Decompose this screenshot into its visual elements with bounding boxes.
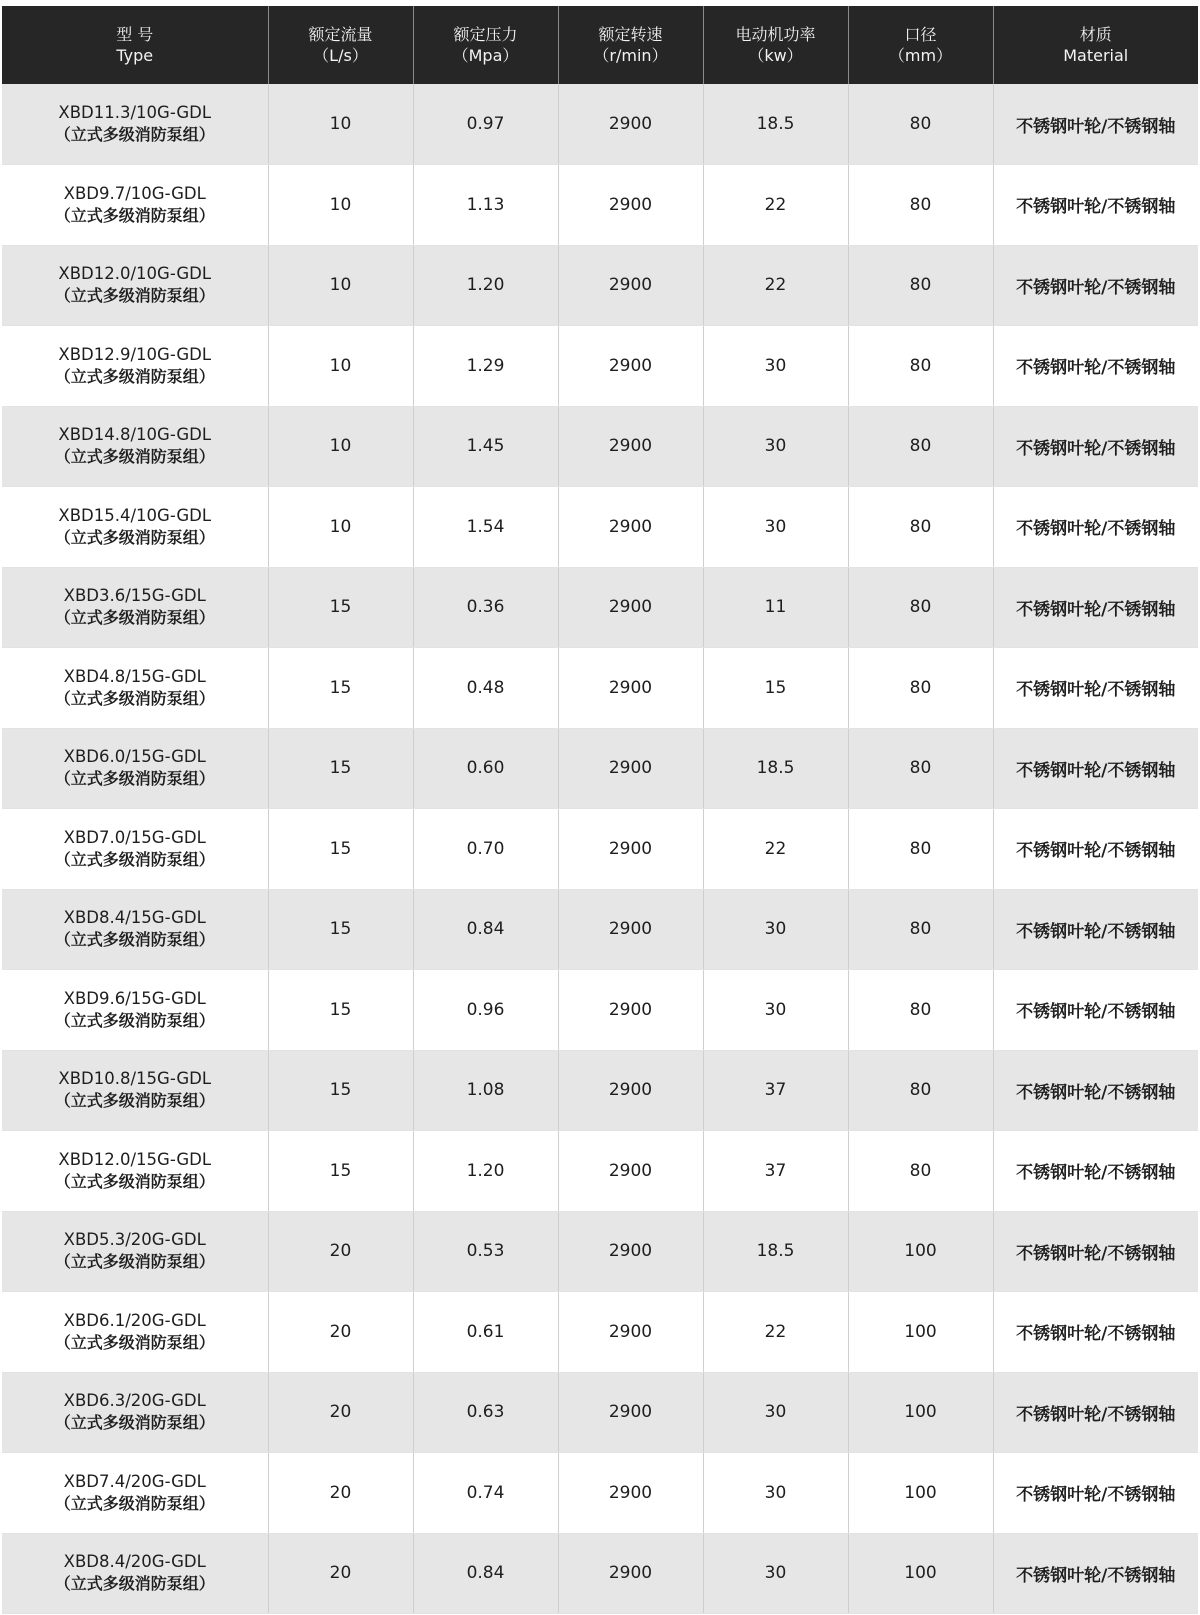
cell-power: 18.5 <box>703 84 848 165</box>
model-description: （立式多级消防泵组） <box>54 1252 215 1272</box>
model-description: （立式多级消防泵组） <box>54 1332 215 1352</box>
model-code: XBD9.7/10G-GDL <box>63 183 206 203</box>
model-code: XBD15.4/10G-GDL <box>58 505 212 525</box>
model-code: XBD3.6/15G-GDL <box>63 586 206 606</box>
model-description: （立式多级消防泵组） <box>54 930 215 950</box>
cell-material: 不锈钢叶轮/不锈钢轴 <box>993 487 1198 568</box>
cell-bore: 80 <box>848 245 993 326</box>
model-code: XBD12.0/15G-GDL <box>58 1149 212 1169</box>
model-description: （立式多级消防泵组） <box>54 447 215 467</box>
cell-type <box>2 728 268 809</box>
table-row <box>2 809 1198 890</box>
cell-power: 30 <box>703 970 848 1051</box>
cell-flow: 20 <box>268 1533 413 1614</box>
model-code: XBD10.8/15G-GDL <box>58 1069 212 1089</box>
model-description: （立式多级消防泵组） <box>54 1010 215 1030</box>
cell-bore: 80 <box>848 970 993 1051</box>
header-type <box>2 6 268 84</box>
cell-pressure: 0.84 <box>413 889 558 970</box>
cell-type <box>2 648 268 729</box>
table-row <box>2 1533 1198 1614</box>
cell-speed: 2900 <box>558 1453 703 1534</box>
header-pressure <box>413 6 558 84</box>
cell-flow: 15 <box>268 1131 413 1212</box>
cell-type <box>2 809 268 890</box>
cell-speed: 2900 <box>558 1533 703 1614</box>
table-row <box>2 1211 1198 1292</box>
cell-flow: 15 <box>268 648 413 729</box>
cell-type <box>2 84 268 165</box>
cell-type <box>2 567 268 648</box>
cell-power: 15 <box>703 648 848 729</box>
cell-power: 18.5 <box>703 728 848 809</box>
cell-bore: 80 <box>848 326 993 407</box>
model-description: （立式多级消防泵组） <box>54 608 215 628</box>
spec-sheet <box>2 6 1198 1610</box>
cell-power: 18.5 <box>703 1211 848 1292</box>
cell-power: 30 <box>703 487 848 568</box>
cell-pressure: 1.29 <box>413 326 558 407</box>
model-code: XBD12.0/10G-GDL <box>58 264 212 284</box>
cell-power: 22 <box>703 165 848 246</box>
header-type-cn: 型 号 <box>116 25 154 44</box>
cell-material: 不锈钢叶轮/不锈钢轴 <box>993 970 1198 1051</box>
cell-type <box>2 245 268 326</box>
cell-material: 不锈钢叶轮/不锈钢轴 <box>993 728 1198 809</box>
model-description: （立式多级消防泵组） <box>54 688 215 708</box>
model-code: XBD9.6/15G-GDL <box>63 988 206 1008</box>
cell-power: 30 <box>703 1533 848 1614</box>
model-description: （立式多级消防泵组） <box>54 1091 215 1111</box>
table-row <box>2 970 1198 1051</box>
cell-pressure: 1.20 <box>413 245 558 326</box>
table-row <box>2 567 1198 648</box>
cell-pressure: 0.48 <box>413 648 558 729</box>
cell-type <box>2 970 268 1051</box>
model-description: （立式多级消防泵组） <box>54 1574 215 1594</box>
header-flow <box>268 6 413 84</box>
cell-type <box>2 1453 268 1534</box>
table-row <box>2 889 1198 970</box>
cell-speed: 2900 <box>558 1292 703 1373</box>
cell-material: 不锈钢叶轮/不锈钢轴 <box>993 1453 1198 1534</box>
table-row <box>2 1050 1198 1131</box>
cell-material: 不锈钢叶轮/不锈钢轴 <box>993 889 1198 970</box>
model-code: XBD4.8/15G-GDL <box>63 666 206 686</box>
cell-material: 不锈钢叶轮/不锈钢轴 <box>993 1211 1198 1292</box>
model-code: XBD5.3/20G-GDL <box>63 1230 206 1250</box>
cell-type <box>2 1292 268 1373</box>
header-material-cn: 材质 <box>1079 25 1112 44</box>
header-power-cn: 电动机功率 <box>735 25 816 44</box>
cell-pressure: 0.53 <box>413 1211 558 1292</box>
cell-bore: 80 <box>848 406 993 487</box>
cell-flow: 20 <box>268 1453 413 1534</box>
cell-material: 不锈钢叶轮/不锈钢轴 <box>993 1050 1198 1131</box>
cell-material: 不锈钢叶轮/不锈钢轴 <box>993 648 1198 729</box>
cell-flow: 15 <box>268 728 413 809</box>
cell-bore: 80 <box>848 728 993 809</box>
cell-material: 不锈钢叶轮/不锈钢轴 <box>993 1292 1198 1373</box>
cell-bore: 80 <box>848 648 993 729</box>
cell-pressure: 0.84 <box>413 1533 558 1614</box>
cell-pressure: 1.20 <box>413 1131 558 1212</box>
header-material-sub: Material <box>1063 46 1129 65</box>
table-row <box>2 648 1198 729</box>
cell-power: 37 <box>703 1131 848 1212</box>
cell-speed: 2900 <box>558 728 703 809</box>
header-speed-cn: 额定转速 <box>598 25 663 44</box>
cell-type <box>2 1533 268 1614</box>
cell-flow: 10 <box>268 487 413 568</box>
model-code: XBD11.3/10G-GDL <box>58 103 212 122</box>
cell-flow: 15 <box>268 889 413 970</box>
model-code: XBD8.4/20G-GDL <box>63 1552 206 1572</box>
cell-flow: 10 <box>268 326 413 407</box>
cell-speed: 2900 <box>558 1131 703 1212</box>
cell-type <box>2 326 268 407</box>
header-speed-sub: （r/min） <box>593 46 668 65</box>
model-code: XBD8.4/15G-GDL <box>63 908 206 928</box>
header-bore <box>848 6 993 84</box>
cell-bore: 100 <box>848 1292 993 1373</box>
table-row <box>2 1372 1198 1453</box>
cell-speed: 2900 <box>558 648 703 729</box>
cell-type <box>2 406 268 487</box>
table-row <box>2 84 1198 165</box>
cell-material: 不锈钢叶轮/不锈钢轴 <box>993 809 1198 890</box>
cell-pressure: 0.97 <box>413 84 558 165</box>
model-description: （立式多级消防泵组） <box>54 1493 215 1513</box>
cell-bore: 80 <box>848 487 993 568</box>
cell-pressure: 0.63 <box>413 1372 558 1453</box>
cell-flow: 15 <box>268 970 413 1051</box>
model-code: XBD12.9/10G-GDL <box>58 344 212 364</box>
cell-speed: 2900 <box>558 567 703 648</box>
cell-power: 22 <box>703 245 848 326</box>
cell-bore: 80 <box>848 889 993 970</box>
cell-flow: 15 <box>268 809 413 890</box>
model-code: XBD6.3/20G-GDL <box>63 1391 206 1411</box>
cell-speed: 2900 <box>558 809 703 890</box>
header-material <box>993 6 1198 84</box>
table-row <box>2 1292 1198 1373</box>
cell-pressure: 1.54 <box>413 487 558 568</box>
header-type-sub: Type <box>116 46 154 65</box>
cell-flow: 20 <box>268 1292 413 1373</box>
table-row <box>2 487 1198 568</box>
cell-speed: 2900 <box>558 487 703 568</box>
cell-bore: 80 <box>848 809 993 890</box>
cell-material: 不锈钢叶轮/不锈钢轴 <box>993 1372 1198 1453</box>
cell-material: 不锈钢叶轮/不锈钢轴 <box>993 165 1198 246</box>
cell-bore: 100 <box>848 1211 993 1292</box>
cell-speed: 2900 <box>558 84 703 165</box>
cell-bore: 100 <box>848 1372 993 1453</box>
model-description: （立式多级消防泵组） <box>54 205 215 225</box>
cell-pressure: 0.61 <box>413 1292 558 1373</box>
cell-material: 不锈钢叶轮/不锈钢轴 <box>993 245 1198 326</box>
model-description: （立式多级消防泵组） <box>54 1413 215 1433</box>
cell-speed: 2900 <box>558 406 703 487</box>
table-row <box>2 1131 1198 1212</box>
header-power-sub: （kw） <box>748 46 803 65</box>
cell-speed: 2900 <box>558 326 703 407</box>
model-code: XBD14.8/10G-GDL <box>58 425 212 445</box>
cell-power: 22 <box>703 1292 848 1373</box>
cell-bore: 100 <box>848 1453 993 1534</box>
model-description: （立式多级消防泵组） <box>54 286 215 306</box>
pump-spec-table <box>2 6 1198 1614</box>
cell-pressure: 1.13 <box>413 165 558 246</box>
table-header <box>2 6 1198 84</box>
cell-pressure: 0.70 <box>413 809 558 890</box>
cell-type <box>2 1211 268 1292</box>
cell-material: 不锈钢叶轮/不锈钢轴 <box>993 406 1198 487</box>
cell-type <box>2 487 268 568</box>
cell-power: 30 <box>703 1453 848 1534</box>
cell-power: 30 <box>703 406 848 487</box>
cell-flow: 10 <box>268 84 413 165</box>
cell-material: 不锈钢叶轮/不锈钢轴 <box>993 1533 1198 1614</box>
cell-type <box>2 889 268 970</box>
cell-material: 不锈钢叶轮/不锈钢轴 <box>993 567 1198 648</box>
model-description: （立式多级消防泵组） <box>54 1171 215 1191</box>
model-description: （立式多级消防泵组） <box>54 849 215 869</box>
model-description: （立式多级消防泵组） <box>54 527 215 547</box>
cell-speed: 2900 <box>558 245 703 326</box>
model-description: （立式多级消防泵组） <box>54 366 215 386</box>
header-power <box>703 6 848 84</box>
cell-bore: 80 <box>848 84 993 165</box>
model-description: （立式多级消防泵组） <box>54 769 215 789</box>
cell-type <box>2 165 268 246</box>
cell-speed: 2900 <box>558 970 703 1051</box>
cell-bore: 80 <box>848 165 993 246</box>
header-flow-sub: （L/s） <box>313 46 368 65</box>
model-code: XBD7.0/15G-GDL <box>63 827 206 847</box>
header-row <box>2 6 1198 84</box>
model-description: （立式多级消防泵组） <box>54 125 215 144</box>
cell-power: 30 <box>703 889 848 970</box>
model-code: XBD7.4/20G-GDL <box>63 1471 206 1491</box>
table-row <box>2 728 1198 809</box>
cell-pressure: 0.36 <box>413 567 558 648</box>
cell-speed: 2900 <box>558 1050 703 1131</box>
table-row <box>2 326 1198 407</box>
cell-material: 不锈钢叶轮/不锈钢轴 <box>993 1131 1198 1212</box>
cell-type <box>2 1372 268 1453</box>
cell-bore: 100 <box>848 1533 993 1614</box>
cell-flow: 10 <box>268 406 413 487</box>
model-code: XBD6.1/20G-GDL <box>63 1310 206 1330</box>
header-bore-cn: 口径 <box>904 25 937 44</box>
header-speed <box>558 6 703 84</box>
cell-power: 11 <box>703 567 848 648</box>
cell-pressure: 0.74 <box>413 1453 558 1534</box>
cell-speed: 2900 <box>558 165 703 246</box>
cell-flow: 15 <box>268 1050 413 1131</box>
cell-power: 30 <box>703 326 848 407</box>
cell-bore: 80 <box>848 567 993 648</box>
cell-pressure: 1.45 <box>413 406 558 487</box>
header-pressure-cn: 额定压力 <box>453 25 518 44</box>
cell-pressure: 1.08 <box>413 1050 558 1131</box>
cell-power: 37 <box>703 1050 848 1131</box>
model-code: XBD6.0/15G-GDL <box>63 747 206 767</box>
cell-flow: 10 <box>268 245 413 326</box>
header-bore-sub: （mm） <box>888 46 953 65</box>
cell-speed: 2900 <box>558 1372 703 1453</box>
cell-speed: 2900 <box>558 889 703 970</box>
cell-pressure: 0.96 <box>413 970 558 1051</box>
table-body <box>2 84 1198 1614</box>
header-flow-cn: 额定流量 <box>308 25 373 44</box>
cell-pressure: 0.60 <box>413 728 558 809</box>
cell-material: 不锈钢叶轮/不锈钢轴 <box>993 84 1198 165</box>
table-row <box>2 406 1198 487</box>
table-row <box>2 1453 1198 1534</box>
cell-bore: 80 <box>848 1131 993 1212</box>
header-pressure-sub: （Mpa） <box>452 46 519 65</box>
cell-power: 22 <box>703 809 848 890</box>
cell-type <box>2 1050 268 1131</box>
table-row <box>2 245 1198 326</box>
cell-power: 30 <box>703 1372 848 1453</box>
cell-flow: 20 <box>268 1211 413 1292</box>
cell-flow: 15 <box>268 567 413 648</box>
cell-material: 不锈钢叶轮/不锈钢轴 <box>993 326 1198 407</box>
cell-speed: 2900 <box>558 1211 703 1292</box>
cell-flow: 20 <box>268 1372 413 1453</box>
table-row <box>2 165 1198 246</box>
cell-flow: 10 <box>268 165 413 246</box>
cell-type <box>2 1131 268 1212</box>
cell-bore: 80 <box>848 1050 993 1131</box>
